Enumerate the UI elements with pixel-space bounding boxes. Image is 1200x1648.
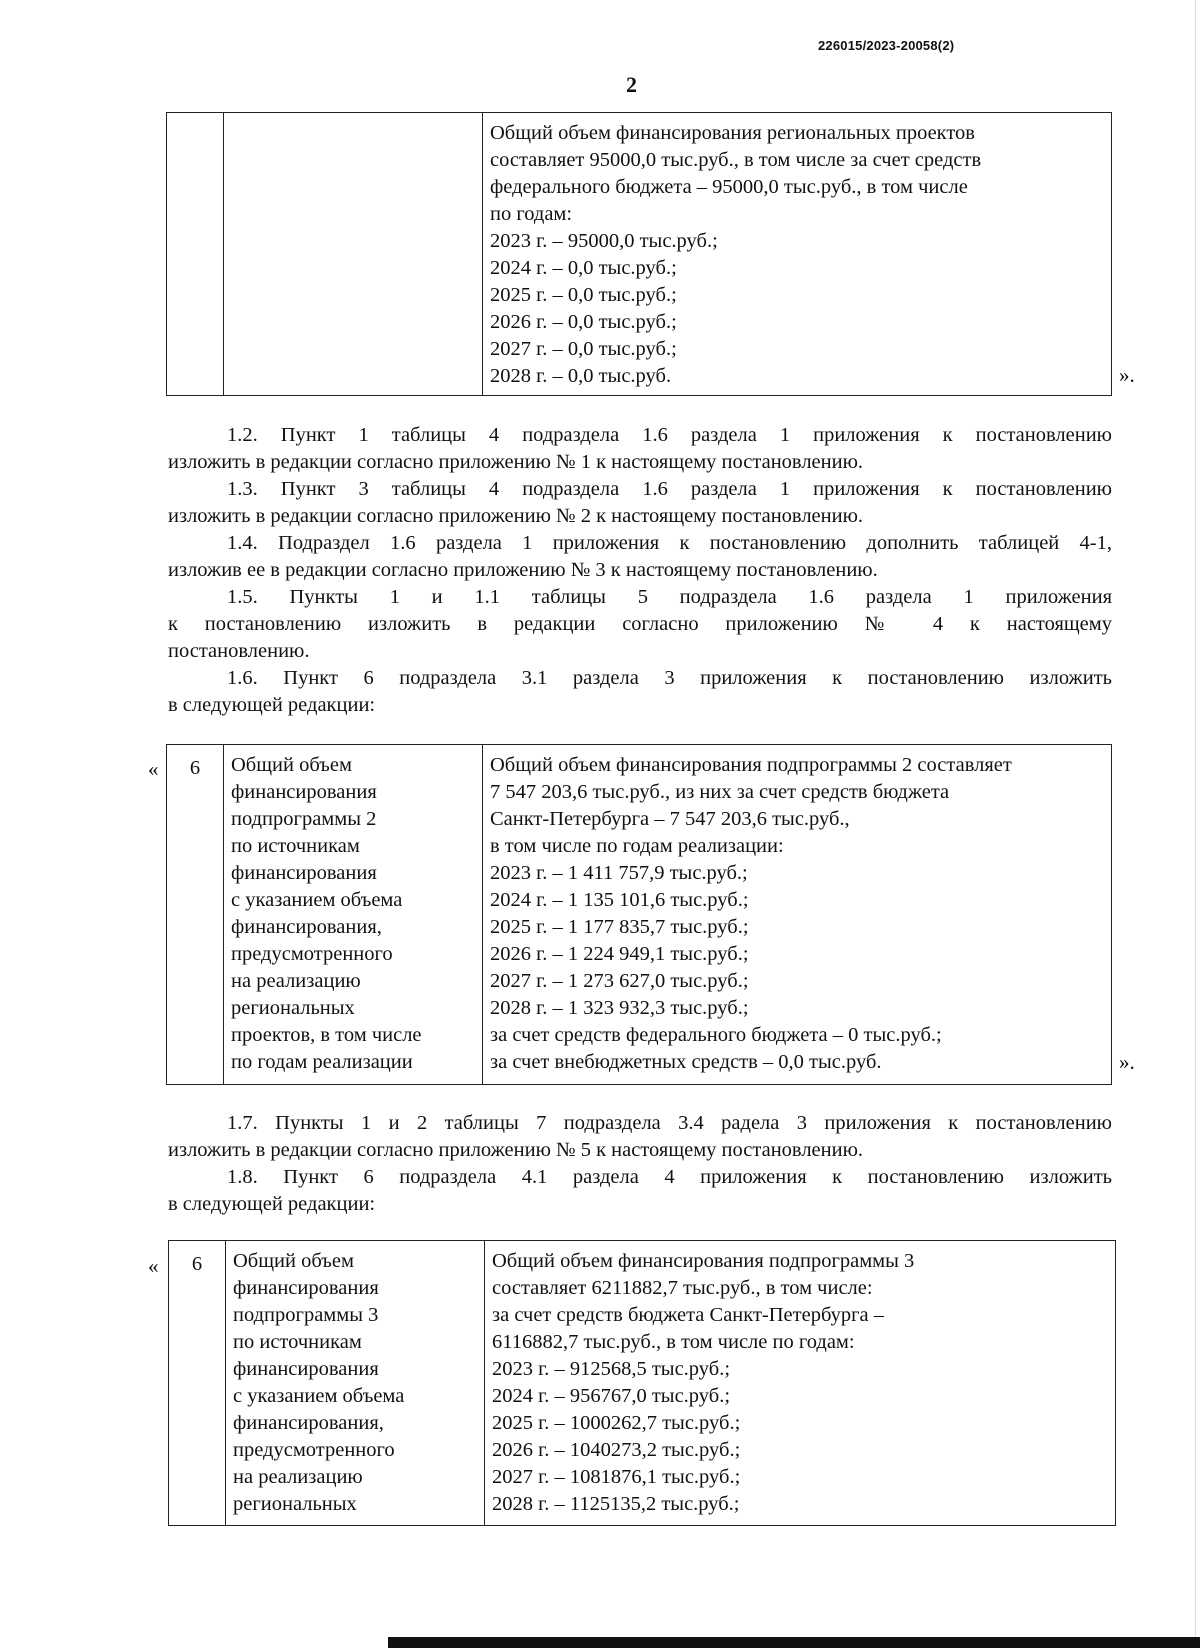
paragraph-1-6 [168, 665, 1112, 719]
text-line: 2025 г. – 0,0 тыс.руб.; [490, 284, 677, 306]
text-line: по источникам [231, 835, 360, 857]
text-line: 2023 г. – 912568,5 тыс.руб.; [492, 1358, 731, 1380]
row-number: 6 [189, 757, 201, 779]
text-line: финансирования, [231, 916, 382, 938]
text-line: по годам реализации [231, 1051, 413, 1073]
table-cell-number-empty [167, 113, 224, 396]
text-line: финансирования [231, 862, 377, 884]
text-line: предусмотренного [233, 1439, 395, 1461]
text-line: финансирования, [233, 1412, 384, 1434]
text-line: финансирования [233, 1358, 379, 1380]
text-line: 2026 г. – 1040273,2 тыс.руб.; [492, 1439, 741, 1461]
table-cell-label [224, 745, 483, 1085]
scan-bottom-bar [388, 1637, 1200, 1648]
text-line: 2025 г. – 1000262,7 тыс.руб.; [492, 1412, 741, 1434]
page-number: 2 [626, 72, 637, 97]
text-line: 1.8. Пункт 6 подраздела 4.1 раздела 4 приложения к постановлению изложить [227, 1166, 1112, 1188]
paragraph-1-4 [168, 530, 1112, 584]
document-code: 226015/2023-20058(2) [818, 38, 955, 53]
text-line: 2028 г. – 1125135,2 тыс.руб.; [492, 1493, 740, 1515]
text-line: подпрограммы 2 [231, 808, 377, 830]
text-line: проектов, в том числе [231, 1024, 422, 1046]
text-line: постановлению. [168, 640, 310, 662]
table-cell-number [167, 745, 224, 1085]
paragraph-1-3 [168, 476, 1112, 530]
text-line: 2027 г. – 1 273 627,0 тыс.руб.; [490, 970, 749, 992]
text-line: в следующей редакции: [168, 1193, 376, 1215]
text-line: Общий объем [231, 754, 352, 776]
paragraph-1-5 [168, 584, 1112, 665]
text-line: в том числе по годам реализации: [490, 835, 784, 857]
text-line: по годам: [490, 203, 573, 225]
paragraph-1-8 [168, 1164, 1112, 1218]
text-line: 2023 г. – 95000,0 тыс.руб.; [490, 230, 718, 252]
text-line: на реализацию [233, 1466, 363, 1488]
text-line: 7 547 203,6 тыс.руб., из них за счет средств бюджета [490, 781, 950, 803]
text-line: к постановлению изложить в редакции согласно приложению № 4 к настоящему [168, 613, 1112, 635]
table-cell-label [226, 1241, 485, 1526]
text-line: 2024 г. – 956767,0 тыс.руб.; [492, 1385, 731, 1407]
text-line: Общий объем финансирования подпрограммы 3 [492, 1250, 915, 1272]
closing-quote: ». [1119, 1050, 1135, 1074]
text-line: Общий объем финансирования региональных проектов [490, 122, 975, 144]
text-line: Санкт-Петербурга – 7 547 203,6 тыс.руб., [490, 808, 850, 830]
text-line: 6116882,7 тыс.руб., в том числе по годам: [492, 1331, 855, 1353]
text-line: изложив ее в редакции согласно приложению № 3 к настоящему постановлению. [168, 559, 878, 581]
text-line: 2027 г. – 1081876,1 тыс.руб.; [492, 1466, 741, 1488]
opening-quote: « [148, 757, 159, 781]
text-line: изложить в редакции согласно приложению № 2 к настоящему постановлению. [168, 505, 864, 527]
scan-edge-line [1195, 0, 1196, 1648]
text-line: в следующей редакции: [168, 694, 376, 716]
text-line: 2028 г. – 0,0 тыс.руб. [490, 365, 672, 387]
table-subprogram-2 [166, 744, 1112, 1085]
text-line: 1.4. Подраздел 1.6 раздела 1 приложения к постановлению дополнить таблицей 4-1, [227, 532, 1112, 554]
table-cell-financing [485, 1241, 1116, 1526]
text-line: 2024 г. – 1 135 101,6 тыс.руб.; [490, 889, 749, 911]
paragraph-1-2 [168, 422, 1112, 476]
text-line: с указанием объема [231, 889, 403, 911]
text-line: региональных [231, 997, 355, 1019]
text-line: 1.5. Пункты 1 и 1.1 таблицы 5 подраздела 1.6 раздела 1 приложения [227, 586, 1112, 608]
text-line: за счет средств бюджета Санкт-Петербурга – [492, 1304, 884, 1326]
table-cell-number [169, 1241, 226, 1526]
table-cell-financing [483, 745, 1112, 1085]
text-line: подпрограммы 3 [233, 1304, 379, 1326]
text-line: федерального бюджета – 95000,0 тыс.руб., в том числе [490, 176, 968, 198]
text-line: изложить в редакции согласно приложению № 1 к настоящему постановлению. [168, 451, 864, 473]
text-line: 2027 г. – 0,0 тыс.руб.; [490, 338, 677, 360]
text-line: 2028 г. – 1 323 932,3 тыс.руб.; [490, 997, 749, 1019]
text-line: 2023 г. – 1 411 757,9 тыс.руб.; [490, 862, 748, 884]
text-line: 2026 г. – 0,0 тыс.руб.; [490, 311, 677, 333]
text-line: составляет 6211882,7 тыс.руб., в том числе: [492, 1277, 873, 1299]
text-line: составляет 95000,0 тыс.руб., в том числе за счет средств [490, 149, 982, 171]
text-line: Общий объем финансирования подпрограммы 2 составляет [490, 754, 1012, 776]
text-line: 1.7. Пункты 1 и 2 таблицы 7 подраздела 3.4 радела 3 приложения к постановлению [227, 1112, 1112, 1134]
text-line: 1.3. Пункт 3 таблицы 4 подраздела 1.6 раздела 1 приложения к постановлению [227, 478, 1112, 500]
table-cell-label-empty [224, 113, 483, 396]
text-line: 1.6. Пункт 6 подраздела 3.1 раздела 3 приложения к постановлению изложить [227, 667, 1112, 689]
text-line: региональных [233, 1493, 357, 1515]
text-line: изложить в редакции согласно приложению № 5 к настоящему постановлению. [168, 1139, 864, 1161]
text-line: финансирования [233, 1277, 379, 1299]
row-number: 6 [191, 1253, 203, 1275]
text-line: 2025 г. – 1 177 835,7 тыс.руб.; [490, 916, 749, 938]
text-line: 2026 г. – 1 224 949,1 тыс.руб.; [490, 943, 749, 965]
table-cell-financing [483, 113, 1112, 396]
table-subprogram-3 [168, 1240, 1116, 1526]
closing-quote: ». [1119, 363, 1135, 387]
text-line: за счет средств федерального бюджета – 0 тыс.руб.; [490, 1024, 942, 1046]
text-line: с указанием объема [233, 1385, 405, 1407]
opening-quote: « [148, 1254, 159, 1278]
text-line: на реализацию [231, 970, 361, 992]
table-regional-projects [166, 112, 1112, 396]
text-line: по источникам [233, 1331, 362, 1353]
text-line: финансирования [231, 781, 377, 803]
text-line: 1.2. Пункт 1 таблицы 4 подраздела 1.6 раздела 1 приложения к постановлению [227, 424, 1112, 446]
text-line: 2024 г. – 0,0 тыс.руб.; [490, 257, 677, 279]
text-line: за счет внебюджетных средств – 0,0 тыс.руб. [490, 1051, 882, 1073]
paragraph-1-7 [168, 1110, 1112, 1164]
text-line: Общий объем [233, 1250, 354, 1272]
text-line: предусмотренного [231, 943, 393, 965]
